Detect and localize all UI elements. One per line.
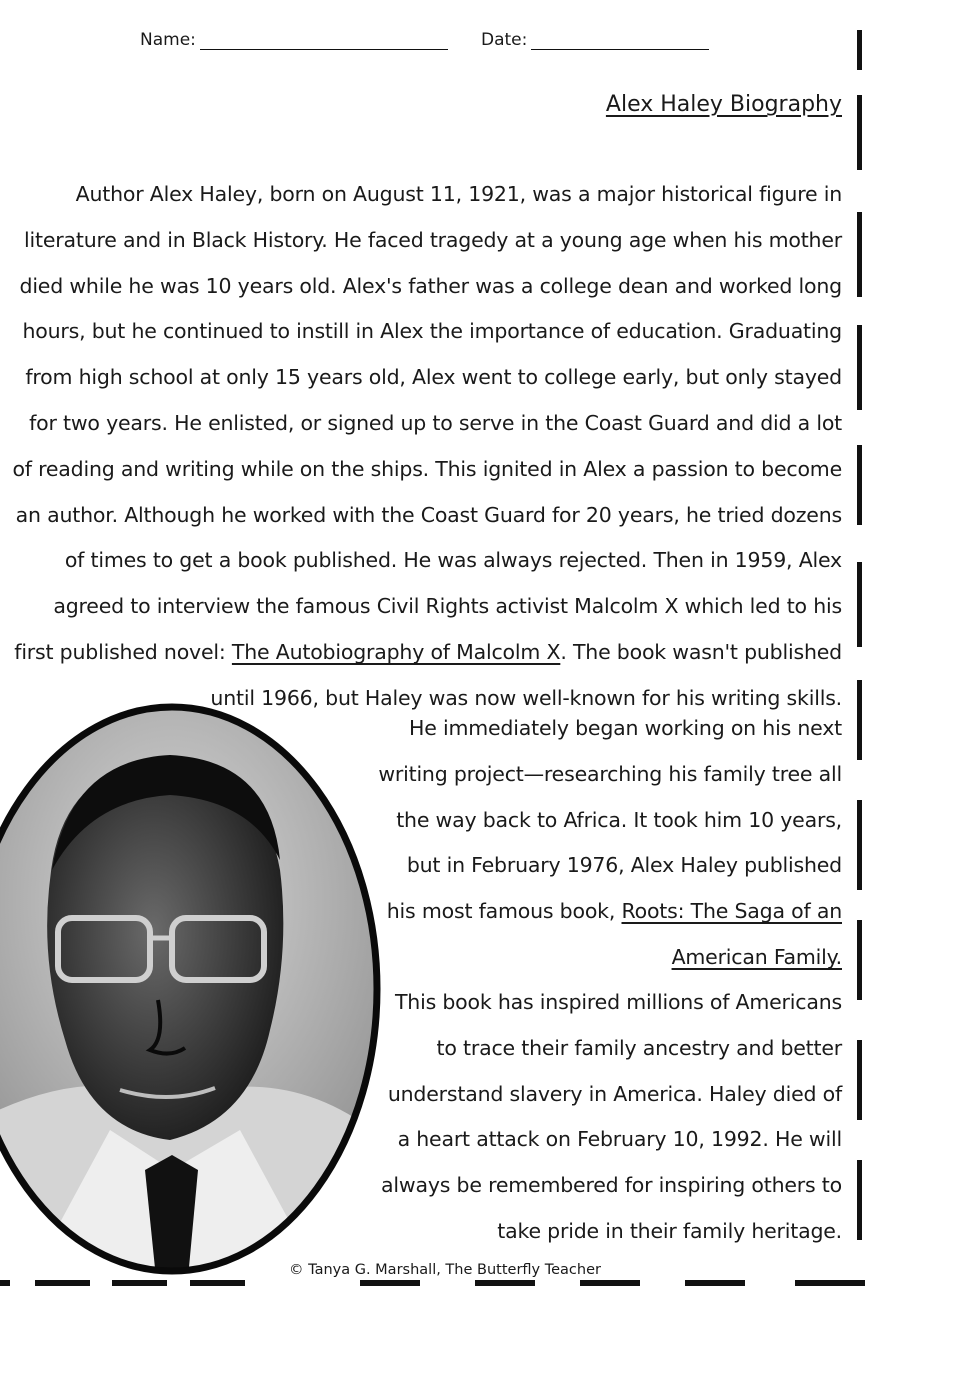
bottom-dash	[580, 1280, 640, 1286]
paragraph-1-text: Author Alex Haley, born on August 11, 1921, was a major historical figure in literature and in Black History. He faced tragedy at a young age when his mother died while he was 10 years old. Alex's father was a college dean and worked long hours, but he continued to instill in Alex the importance of education. Graduating from high school at only 15 years old, Alex went to college early, but only stayed for two years. He enlisted, or signed up to serve in the Coast Guard and did a lot of reading and writing while on the ships. This ignited in Alex a passion to become an author. Although he worked with the Coast Guard for 20 years, he tried dozens of times to get a book published. He was always rejected. Then in 1959, Alex agreed to interview the famous Civil Rights activist Malcolm X which led to his first published novel:	[12, 182, 842, 664]
book-title-malcolm-x: The Autobiography of Malcolm X	[231, 639, 561, 664]
bottom-dash	[0, 1280, 10, 1286]
page-title: Alex Haley Biography	[605, 92, 842, 117]
bottom-dash	[112, 1280, 167, 1286]
margin-bar	[857, 445, 862, 525]
paragraph-2	[372, 706, 842, 981]
paragraph-1	[12, 172, 842, 722]
margin-bar	[857, 680, 862, 760]
alex-haley-portrait	[0, 700, 385, 1278]
book-title-roots: Roots: The Saga of an American Family.	[621, 899, 842, 969]
bottom-dash	[685, 1280, 745, 1286]
margin-bar	[857, 212, 862, 297]
bottom-dash	[360, 1280, 420, 1286]
margin-bar	[857, 30, 862, 70]
bottom-dash	[35, 1280, 90, 1286]
paragraph-3: This book has inspired millions of Americans to trace their family ancestry and better understand slavery in America. Haley died of a heart attack on February 10, 1992. He will always be remembered for inspiring others to take pride in their family heritage.	[381, 990, 842, 1243]
date-field[interactable]	[481, 30, 709, 50]
name-label: Name:	[140, 30, 196, 50]
margin-bar	[857, 920, 862, 1000]
margin-bar	[857, 1040, 862, 1120]
bottom-dash	[190, 1280, 245, 1286]
bottom-dash	[475, 1280, 535, 1286]
bottom-dash	[795, 1280, 865, 1286]
margin-bar	[857, 1160, 862, 1240]
margin-bar	[857, 562, 862, 647]
margin-bar	[857, 325, 862, 410]
date-label: Date:	[481, 30, 528, 50]
name-field[interactable]	[140, 30, 448, 50]
paragraph-2-text: He immediately began working on his next writing project—researching his family tree all the way back to Africa. It took him 10 years, but in February 1976, Alex Haley published his most famous book,	[378, 716, 842, 924]
copyright-notice: © Tanya G. Marshall, The Butterfly Teacher	[283, 1262, 607, 1278]
name-blank-line[interactable]	[200, 31, 448, 50]
paragraph-1-end: . The book wasn't published until 1966, but Haley was now well-known for his writing skills.	[210, 639, 842, 710]
margin-bar	[857, 95, 862, 170]
date-blank-line[interactable]	[531, 31, 709, 50]
margin-bar	[857, 800, 862, 890]
